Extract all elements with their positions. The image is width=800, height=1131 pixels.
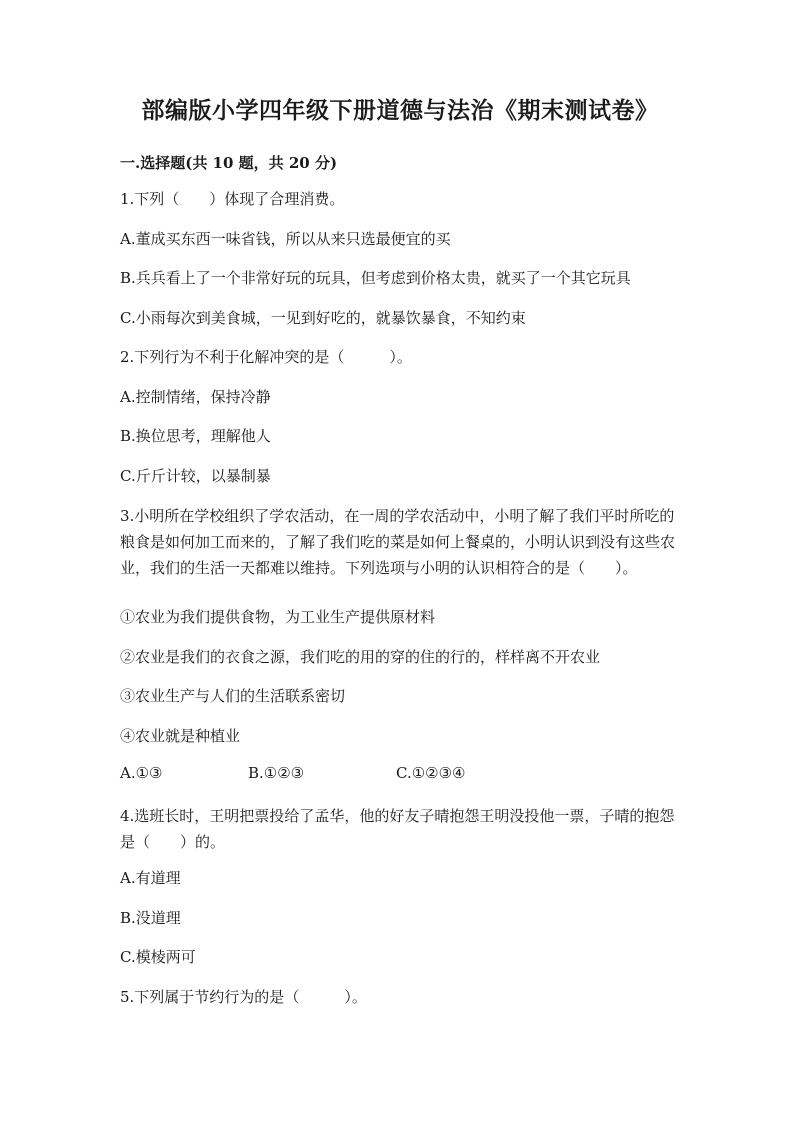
question-3-option-c: C.①②③④ xyxy=(396,764,466,782)
question-3-statement-1: ①农业为我们提供食物，为工业生产提供原材料 xyxy=(120,608,436,626)
question-5-stem: 5.下列属于节约行为的是（ ）。 xyxy=(120,988,367,1006)
question-2-stem: 2.下列行为不利于化解冲突的是（ ）。 xyxy=(120,348,412,366)
question-1-option-b: B.兵兵看上了一个非常好玩的玩具，但考虑到价格太贵，就买了一个其它玩具 xyxy=(120,269,631,287)
page-title: 部编版小学四年级下册道德与法治《期末测试卷》 xyxy=(141,97,659,124)
question-4-option-a: A.有道理 xyxy=(120,869,181,887)
question-3-statement-4: ④农业就是种植业 xyxy=(120,727,241,745)
question-4-option-c: C.模棱两可 xyxy=(120,948,196,966)
question-2-option-c: C.斤斤计较，以暴制暴 xyxy=(120,467,271,485)
question-1-stem: 1.下列（ ）体现了合理消费。 xyxy=(120,190,345,208)
question-3-stem: 3.小明所在学校组织了学农活动，在一周的学农活动中，小明了解了我们平时所吃的粮食是如何加工而来的，了解了我们吃的菜是如何上餐桌的，小明认识到没有这些农业，我们的生活一天都难以维持。下列选项与小明的认识相符合的是（ ）。 xyxy=(120,507,676,577)
section-heading: 一.选择题(共 10 题，共 20 分) xyxy=(120,154,338,172)
question-2-option-b: B.换位思考，理解他人 xyxy=(120,427,271,445)
question-2-option-a: A.控制情绪，保持冷静 xyxy=(120,388,271,406)
question-3-statement-2: ②农业是我们的衣食之源，我们吃的用的穿的住的行的，样样离不开农业 xyxy=(120,648,601,666)
question-4-stem: 4.选班长时，王明把票投给了孟华，他的好友子晴抱怨王明没投他一票，子晴的抱怨是（ ）的。 xyxy=(120,807,675,851)
question-1-option-a: A.董成买东西一味省钱，所以从来只选最便宜的买 xyxy=(120,230,451,248)
question-3-option-b: B.①②③ xyxy=(248,764,305,782)
question-3-statement-3: ③农业生产与人们的生活联系密切 xyxy=(120,687,346,705)
question-1-option-c: C.小雨每次到美食城，一见到好吃的，就暴饮暴食，不知约束 xyxy=(120,309,526,327)
question-3-option-a: A.①③ xyxy=(120,764,163,782)
question-4-option-b: B.没道理 xyxy=(120,909,181,927)
